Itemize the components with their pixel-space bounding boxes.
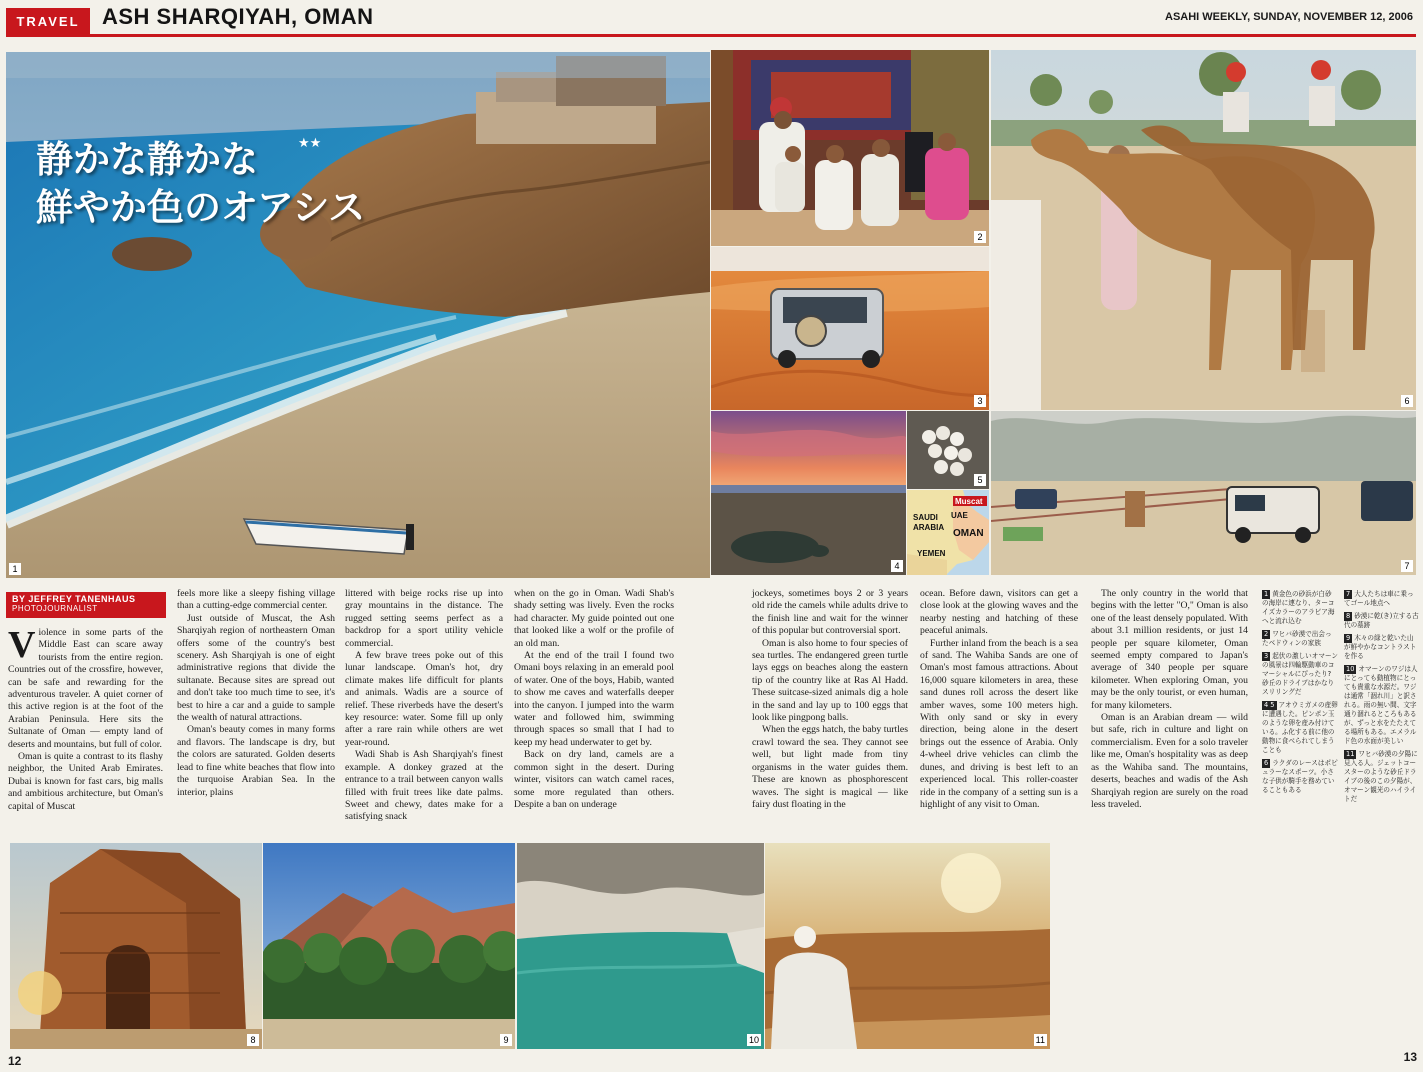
- article-column-5: [752, 588, 908, 811]
- oman-map: [907, 490, 989, 575]
- paragraph: At the end of the trail I found two Omani boys relaxing in an emerald pool of water. One of the boys, Habib, wanted to show me caves and waterfalls deeper into the canyon. I jumped into the warm water and followed him, swimming through spaces so small that I had to keep my head underwater to get by.: [514, 650, 674, 748]
- paragraph: The only country in the world that begins with the letter "O," Oman is also one of the least densely populated. With about 3.1 million residents, or just 14 people per square kilometer, Oman seemed empty compared to Japan's average of 340 people per square kilometer. When exploring Oman, you may be the only tourist, or even human, for many kilometers.: [1091, 588, 1248, 711]
- paragraph: iolence in some parts of the Middle East can scare away tourists from the entire region. Countries out of the crossfire, however, can be safe and rewarding for the adventurous traveler. A quiet corner of this active region is at the foot of the Arabian Peninsula. Here sits the Sultanate of Oman — empty land of deserts and mountains, but full of color.: [8, 627, 163, 750]
- paragraph: Wadi Shab is Ash Sharqiyah's finest example. A donkey grazed at the entrance to a trail between canyon walls filled with fruit trees like date palms. Sweet and chewy, dates make for a satisfying snack: [345, 749, 503, 823]
- headline-line-1: 静かな静かな: [36, 138, 258, 181]
- paragraph: jockeys, sometimes boys 2 or 3 years old ride the camels while adults drive to the finish line and wait for the winner of this popular but controversial sport.: [752, 588, 908, 637]
- paragraph: Oman is also home to four species of sea turtles. The endangered green turtle lays eggs on beaches along the eastern tip of the country like at Ras Al Hadd. These suitcase-sized animals dig a hole in the sand and lay up to 100 eggs that look like pingpong balls.: [752, 637, 908, 724]
- paragraph: feels more like a sleepy fishing village than a cutting-edge commercial center.: [177, 588, 335, 612]
- caption-list-left: [1262, 590, 1338, 799]
- paragraph: Just outside of Muscat, the Ash Sharqiyah region of northeastern Oman offers some of the country's best scenery. Ash Sharqiyah is one of eight administrative regions that divide the sultanate. Because sites are spread out and don't take too much time to see, it's best to hire a car and a guide to sample the wealth of natural attractions.: [177, 612, 335, 724]
- photo-wadi-pool: [517, 843, 764, 1049]
- issue-date: ASAHI WEEKLY, SUNDAY, NOVEMBER 12, 2006: [1165, 11, 1413, 23]
- page-header: [0, 0, 1423, 40]
- photo-number: 7: [1401, 560, 1413, 572]
- caption: 3 起伏の激しいオマーンの風景は四輪駆動車のコマーシャルにぴったり? 砂丘のドライブはかなりスリリングだ: [1262, 652, 1339, 696]
- headline-stars: ★★: [298, 136, 322, 151]
- page-number-right: 13: [1403, 1050, 1417, 1064]
- map-country-uae: UAE: [951, 511, 968, 520]
- map-city-label: Muscat: [955, 497, 983, 506]
- photo-suv-dunes: [711, 247, 989, 410]
- photo-camel-race: [991, 50, 1416, 410]
- article-column-2: [177, 588, 335, 799]
- photo-beach: [6, 52, 710, 578]
- article-column-1: [8, 624, 163, 813]
- byline-role: PHOTOJOURNALIST: [12, 604, 98, 613]
- byline: [6, 592, 166, 618]
- photo-race-vehicles: [991, 411, 1416, 575]
- photo-number: 11: [1035, 1035, 1045, 1045]
- caption: 2 ワヒバ砂漠で出会ったベドウィンの家族: [1262, 630, 1332, 647]
- photo-number: 4: [891, 560, 903, 572]
- paragraph: when on the go in Oman. Wadi Shab's shady setting was lively. Even the rocks had character. My guide pointed out one that looked like a wolf or the profile of an old man.: [514, 588, 674, 649]
- map-country-saudi: SAUDI: [913, 513, 938, 522]
- paragraph: littered with beige rocks rise up into gray mountains in the distance. The rugged setting seems perfect as a backdrop for a sport utility vehicle commercial.: [345, 588, 503, 649]
- caption: 8 砂漠に乾(き)立する古代の墓跡: [1344, 612, 1419, 629]
- photo-number: 2: [974, 231, 986, 243]
- headline-line-2: 鮮やか色のオアシス: [36, 186, 366, 229]
- caption: 11 ワヒバ砂漠の夕陽に見入る人。ジェットコースターのような砂丘ドライブの後のこの夕陽が、オマーン観光のハイライトだ: [1344, 750, 1418, 803]
- caption: 4 5 アオウミガメの産卵に遭遇した。ピンポン玉のような卵を産み付けている。ふ化する前に他の動物に食べられてしまうことも: [1262, 701, 1338, 754]
- photo-ancient-tomb: [10, 843, 262, 1049]
- photo-palm-oasis: [263, 843, 515, 1049]
- photo-desert-sunset-watcher: [765, 843, 1050, 1049]
- page-title: ASH SHARQIYAH, OMAN: [102, 4, 374, 29]
- section-tag: TRAVEL: [6, 8, 90, 36]
- photo-turtle-sunset: [711, 411, 906, 575]
- photo-bedouin-family: [711, 50, 989, 246]
- photo-number: 6: [1401, 395, 1413, 407]
- photo-number: 3: [974, 395, 986, 407]
- paragraph: Oman's beauty comes in many forms and flavors. The landscape is dry, but the colors are saturated. Golden deserts lead to fine white beaches that flow into the turquoise Arabian Sea. In the interior, plains: [177, 724, 335, 798]
- map-country-yemen: YEMEN: [917, 549, 946, 558]
- paragraph: A few brave trees poke out of this lunar landscape. Oman's hot, dry climate makes life difficult for plants and animals. Wadis are a source of relief. These riverbeds have the desert's key resource: water. Some fill up only after a rare rain while others are wet year-round.: [345, 650, 503, 748]
- caption: 1 黄金色の砂浜が白砂の海岸に連なり、ターコイズカラーのアラビア海へと流れ込む: [1262, 590, 1335, 625]
- photo-number: 1: [9, 563, 21, 575]
- paragraph: Back on dry land, camels are a common sight in the desert. During winter, visitors can watch camel races, some more regulated than others. Despite a ban on underage: [514, 749, 674, 810]
- map-country-oman: OMAN: [953, 528, 984, 539]
- paragraph: When the eggs hatch, the baby turtles crawl toward the sea. They cannot see well, but light made from tiny organisms in the water guides them. These are known as phosphorescent waves. The sight is magical — like fairy dust floating in the: [752, 724, 908, 810]
- photo-number: 5: [974, 474, 986, 486]
- caption: 9 木々の緑と乾いた山が鮮やかなコントラストを作る: [1344, 634, 1417, 660]
- caption-list-right: [1344, 590, 1420, 808]
- photo-number: 10: [748, 1035, 759, 1045]
- article-column-7: [1091, 588, 1248, 811]
- photo-number: 8: [247, 1034, 259, 1046]
- article-column-3: [345, 588, 503, 824]
- photo-turtle-eggs: [907, 411, 989, 489]
- paragraph: Oman is quite a contrast to its flashy neighbor, the United Arab Emirates. Dubai is known for fast cars, big malls and ambitious architecture, but Oman's capital of Muscat: [8, 751, 163, 812]
- paragraph: ocean. Before dawn, visitors can get a close look at the glowing waves and the nearby nesting and hatching of these peaceful animals.: [920, 588, 1078, 637]
- page-number-left: 12: [8, 1054, 22, 1068]
- paragraph: Oman is an Arabian dream — wild but safe, rich in culture and light on commercialism. Even for a solo traveler like me, Oman's hospitality was as deep as the Wahiba sand. The mountains, deserts, beaches and wadis of the Ash Sharqiyah region are surely on the road less traveled.: [1091, 712, 1248, 810]
- dropcap: V: [8, 624, 36, 666]
- caption: 6 ラクダのレースはポピュラーなスポーツ。小さな子供が騎手を務めていることもある: [1262, 759, 1338, 794]
- map-country-saudi-2: ARABIA: [913, 523, 945, 532]
- paragraph: Further inland from the beach is a sea of sand. The Wahiba Sands are one of Oman's most famous attractions. About 16,000 square kilometers in area, these sand dunes roll across the desert like amber waves, some 100 meters high. With only sand or sky in every direction, being alone in the desert brings out the essence of Arabia. Only 4-wheel drive vehicles can climb the dunes, and driving is best left to an experienced local. This roller-coaster ride in the company of a setting sun is a highlight of any visit to Oman.: [920, 637, 1078, 810]
- article-column-4: [514, 588, 674, 811]
- byline-author: BY JEFFREY TANENHAUS: [12, 594, 136, 604]
- caption: 10 オマーンのワジは人にとっても動植物にとっても貴重な水源だ。ワジは通常「涸れ川」と訳される。雨の無い間、文字通り涸れるところもあるが、ずっと水をたたえてる場所もある。エメラルド色の水面が美しい: [1344, 665, 1418, 745]
- header-rule: [6, 34, 1416, 37]
- caption: 7 大人たちは車に乗ってゴール地点へ: [1344, 590, 1414, 607]
- article-column-6: [920, 588, 1078, 811]
- photo-number: 9: [500, 1034, 512, 1046]
